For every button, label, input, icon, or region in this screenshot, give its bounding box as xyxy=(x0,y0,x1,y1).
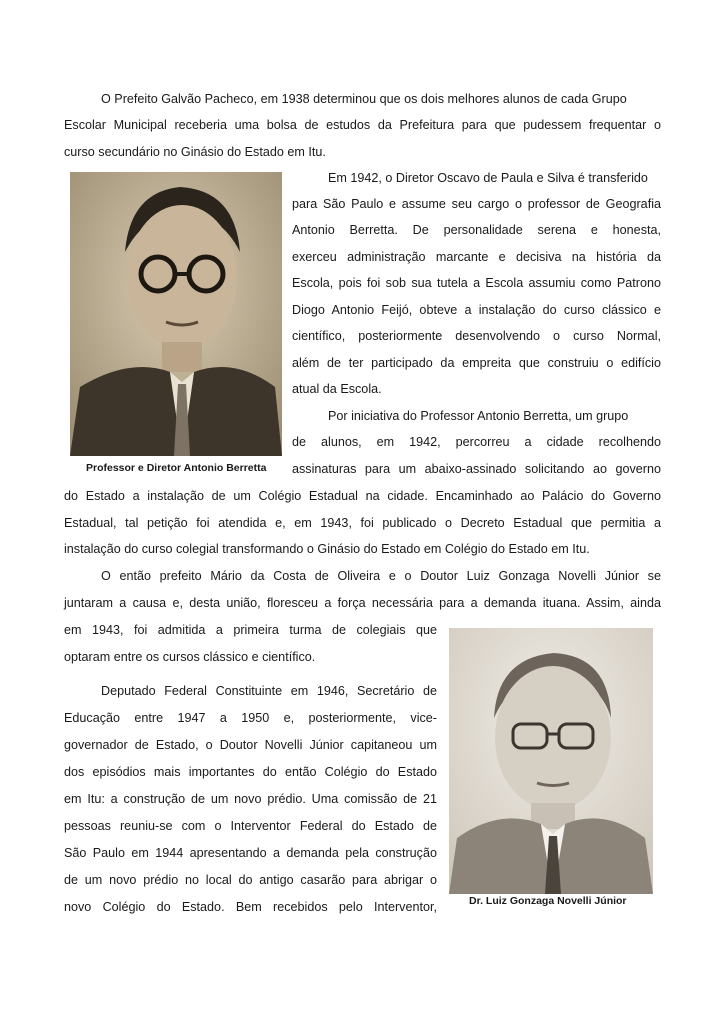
text-line: de alunos, em 1942, percorreu a cidade recolhendo xyxy=(292,435,661,449)
text-line: Educação entre 1947 a 1950 e, posteriormente, vice- xyxy=(64,711,437,725)
text-line: atual da Escola. xyxy=(292,382,382,396)
text-line: Por iniciativa do Professor Antonio Berretta, um grupo xyxy=(328,409,629,423)
text-line: O então prefeito Mário da Costa de Oliveira e o Doutor Luiz Gonzaga Novelli Júnior se xyxy=(101,569,661,583)
text-line: curso secundário no Ginásio do Estado em Itu. xyxy=(64,145,326,159)
text-line: São Paulo em 1944 apresentando a demanda pela construção xyxy=(64,846,437,860)
text-line: assinaturas para um abaixo-assinado solicitando ao governo xyxy=(292,462,661,476)
text-line: Deputado Federal Constituinte em 1946, Secretário de xyxy=(101,684,437,698)
text-line: dos episódios mais importantes do então Colégio do Estado xyxy=(64,765,437,779)
text-line: para São Paulo e assume seu cargo o professor de Geografia xyxy=(292,197,661,211)
text-line: do Estado a instalação de um Colégio Estadual na cidade. Encaminhado ao Palácio do Governo xyxy=(64,489,661,503)
text-line: Escola, pois foi sob sua tutela a Escola assumiu como Patrono xyxy=(292,276,661,290)
text-line: O Prefeito Galvão Pacheco, em 1938 determinou que os dois melhores alunos de cada Grupo xyxy=(101,92,627,106)
text-line: científico, posteriormente desenvolvendo o curso Normal, xyxy=(292,329,661,343)
text-line: pessoas reuniu-se com o Interventor Federal do Estado de xyxy=(64,819,437,833)
text-line: Em 1942, o Diretor Oscavo de Paula e Silva é transferido xyxy=(328,171,648,185)
text-line: instalação do curso colegial transformando o Ginásio do Estado em Colégio do Estado em Itu. xyxy=(64,542,590,556)
text-line: além de ter participado da empreita que construiu o edifício xyxy=(292,356,661,370)
text-line: Estadual, tal petição foi atendida e, em 1943, foi publicado o Decreto Estadual que permitia a xyxy=(64,516,661,530)
text-line: exerceu administração marcante e decisiva na história da xyxy=(292,250,661,264)
photo-novelli-junior xyxy=(449,628,653,894)
text-line: novo Colégio do Estado. Bem recebidos pelo Interventor, xyxy=(64,900,437,914)
photo-caption-berretta: Professor e Diretor Antonio Berretta xyxy=(86,462,267,474)
text-line: Escolar Municipal receberia uma bolsa de estudos da Prefeitura para que pudessem frequentar o xyxy=(64,118,661,132)
photo-caption-novelli: Dr. Luiz Gonzaga Novelli Júnior xyxy=(469,895,627,907)
text-line: juntaram a causa e, desta união, floresceu a força necessária para a demanda ituana. Assim, ainda xyxy=(64,596,661,610)
photo-antonio-berretta xyxy=(70,172,282,456)
text-line: governador de Estado, o Doutor Novelli Júnior capitaneou um xyxy=(64,738,437,752)
text-line: em Itu: a construção de um novo prédio. Uma comissão de 21 xyxy=(64,792,437,806)
text-line: Diogo Antonio Feijó, obteve a instalação do curso clássico e xyxy=(292,303,661,317)
text-line: de um novo prédio no local do antigo casarão para abrigar o xyxy=(64,873,437,887)
text-line: optaram entre os cursos clássico e científico. xyxy=(64,650,316,664)
text-line: em 1943, foi admitida a primeira turma de colegiais que xyxy=(64,623,437,637)
text-line: Antonio Berretta. De personalidade serena e honesta, xyxy=(292,223,661,237)
